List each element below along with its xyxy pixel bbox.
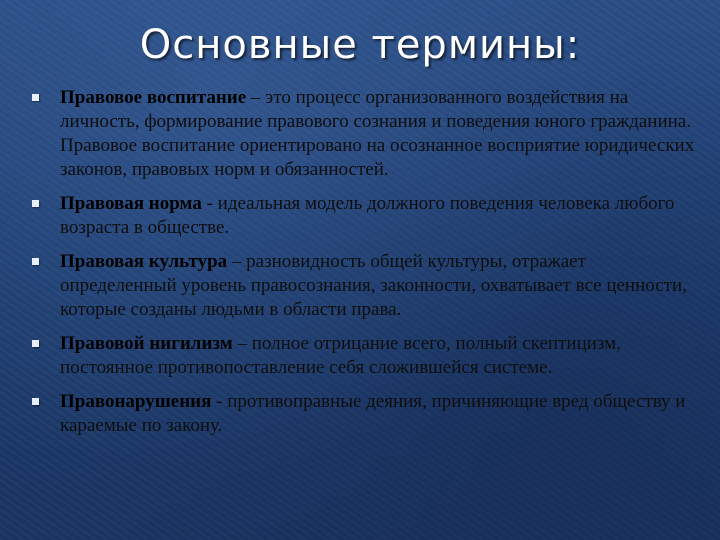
square-bullet-icon (32, 398, 39, 405)
term-definition: - идеальная модель должного поведения человека любого возраста в обществе. (60, 193, 675, 238)
terms-list (28, 86, 700, 448)
square-bullet-icon (32, 258, 39, 265)
term-definition: – полное отрицание всего, полный скептицизм, постоянное противопоставление себя сложившейся системе. (60, 333, 621, 378)
list-item (28, 86, 700, 182)
list-item (28, 192, 700, 240)
list-item (28, 250, 700, 322)
term-label: Правонарушения (60, 391, 212, 412)
slide-title: Основные термины: (139, 22, 581, 68)
list-item (28, 390, 700, 438)
square-bullet-icon (32, 200, 39, 207)
term-label: Правовая норма (60, 193, 202, 214)
term-label: Правовой нигилизм (60, 333, 233, 354)
square-bullet-icon (32, 94, 39, 101)
term-definition: - противоправные деяния, причиняющие вред обществу и караемые по закону. (60, 391, 686, 436)
term-label: Правовая культура (60, 251, 228, 272)
term-definition: – разновидность общей культуры, отражает определенный уровень правосознания, законности, охватывает все ценности, которые созданы людьми в области права. (60, 251, 687, 320)
list-item (28, 332, 700, 380)
term-label: Правовое воспитание (60, 87, 247, 108)
term-definition: – это процесс организованного воздействия на личность, формирование правового сознания и поведения юного гражданина. Правовое воспитание ориентировано на осознанное восприятие юридических законов, правовых норм и обязанностей. (60, 87, 695, 180)
square-bullet-icon (32, 340, 39, 347)
